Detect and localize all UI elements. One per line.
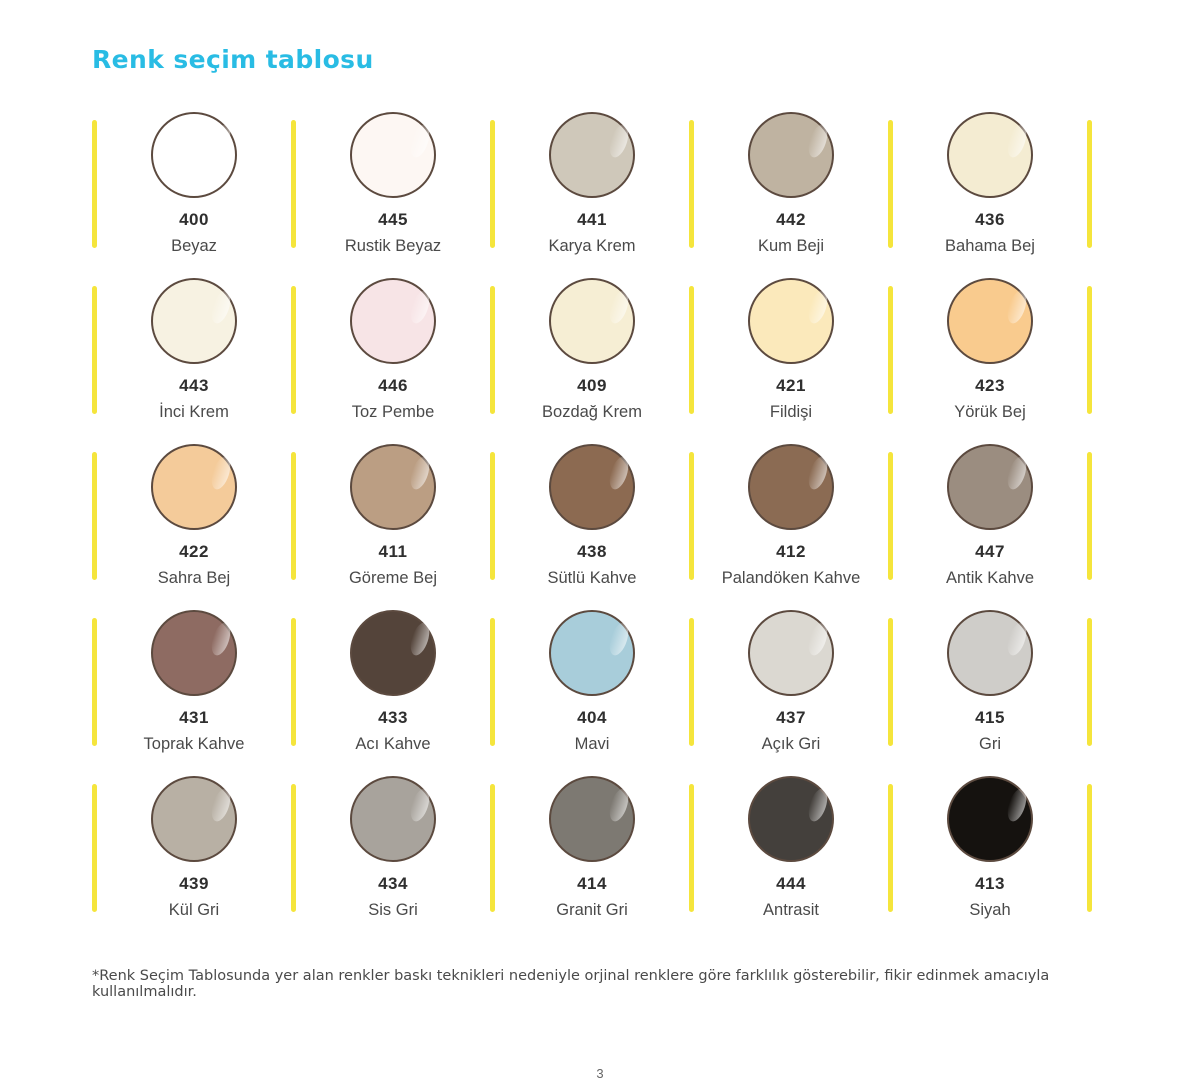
color-swatch[interactable] <box>549 610 635 696</box>
color-cell[interactable] <box>296 610 490 754</box>
color-code: 411 <box>378 542 408 561</box>
color-name: Sis Gri <box>368 901 418 919</box>
color-grid <box>92 112 1092 942</box>
color-row <box>92 776 1092 942</box>
color-cell[interactable] <box>694 444 888 588</box>
color-name: İnci Krem <box>159 403 229 421</box>
color-swatch[interactable] <box>748 444 834 530</box>
column-divider <box>1087 618 1092 746</box>
color-swatch[interactable] <box>549 112 635 198</box>
color-cell[interactable] <box>97 278 291 422</box>
color-row <box>92 610 1092 776</box>
color-cell[interactable] <box>296 776 490 920</box>
color-swatch[interactable] <box>549 278 635 364</box>
color-swatch[interactable] <box>748 278 834 364</box>
color-code: 444 <box>776 874 806 893</box>
color-name: Gri <box>979 735 1001 753</box>
column-divider <box>1087 452 1092 580</box>
color-cell[interactable] <box>694 278 888 422</box>
color-name: Palandöken Kahve <box>721 569 861 587</box>
color-swatch[interactable] <box>748 112 834 198</box>
color-code: 412 <box>776 542 806 561</box>
page-title: Renk seçim tablosu <box>92 45 374 74</box>
color-cell[interactable] <box>296 112 490 256</box>
color-cell[interactable] <box>694 776 888 920</box>
color-cell[interactable] <box>495 776 689 920</box>
color-swatch[interactable] <box>151 112 237 198</box>
color-name: Sahra Bej <box>157 569 231 587</box>
color-cell[interactable] <box>97 776 291 920</box>
color-name: Mavi <box>574 735 610 753</box>
color-cell[interactable] <box>893 444 1087 588</box>
color-swatch[interactable] <box>151 278 237 364</box>
color-code: 422 <box>179 542 209 561</box>
color-cell[interactable] <box>495 610 689 754</box>
color-cell[interactable] <box>97 112 291 256</box>
color-name: Beyaz <box>171 237 217 255</box>
color-swatch[interactable] <box>947 444 1033 530</box>
color-code: 404 <box>577 708 607 727</box>
color-cell[interactable] <box>495 278 689 422</box>
color-cell[interactable] <box>495 112 689 256</box>
color-code: 438 <box>577 542 607 561</box>
color-cell[interactable] <box>296 278 490 422</box>
color-code: 409 <box>577 376 607 395</box>
color-name: Bozdağ Krem <box>542 403 642 421</box>
color-name: Göreme Bej <box>348 569 438 587</box>
color-swatch[interactable] <box>947 776 1033 862</box>
color-cell[interactable] <box>893 278 1087 422</box>
color-swatch[interactable] <box>151 776 237 862</box>
color-name: Toz Pembe <box>351 403 435 421</box>
color-swatch[interactable] <box>549 444 635 530</box>
color-name: Antik Kahve <box>945 569 1035 587</box>
color-code: 433 <box>378 708 408 727</box>
color-swatch[interactable] <box>350 444 436 530</box>
color-cell[interactable] <box>893 776 1087 920</box>
color-swatch[interactable] <box>947 112 1033 198</box>
color-cell[interactable] <box>495 444 689 588</box>
color-code: 400 <box>179 210 209 229</box>
color-row <box>92 112 1092 278</box>
color-swatch[interactable] <box>748 776 834 862</box>
color-code: 446 <box>378 376 408 395</box>
color-cell[interactable] <box>694 610 888 754</box>
column-divider <box>1087 286 1092 414</box>
color-name: Acı Kahve <box>355 735 431 753</box>
color-code: 436 <box>975 210 1005 229</box>
color-swatch[interactable] <box>748 610 834 696</box>
color-swatch[interactable] <box>350 112 436 198</box>
color-code: 441 <box>577 210 607 229</box>
color-swatch[interactable] <box>549 776 635 862</box>
color-code: 421 <box>776 376 806 395</box>
color-code: 423 <box>975 376 1005 395</box>
color-code: 415 <box>975 708 1005 727</box>
color-name: Siyah <box>969 901 1011 919</box>
color-code: 445 <box>378 210 408 229</box>
color-row <box>92 278 1092 444</box>
color-swatch[interactable] <box>151 444 237 530</box>
color-cell[interactable] <box>694 112 888 256</box>
color-name: Fildişi <box>769 403 813 421</box>
color-name: Karya Krem <box>548 237 636 255</box>
color-swatch[interactable] <box>350 610 436 696</box>
color-cell[interactable] <box>893 112 1087 256</box>
color-name: Rustik Beyaz <box>344 237 442 255</box>
color-code: 413 <box>975 874 1005 893</box>
color-code: 443 <box>179 376 209 395</box>
column-divider <box>1087 120 1092 248</box>
color-name: Toprak Kahve <box>143 735 245 753</box>
color-cell[interactable] <box>893 610 1087 754</box>
color-name: Sütlü Kahve <box>547 569 637 587</box>
color-name: Kül Gri <box>168 901 220 919</box>
color-swatch[interactable] <box>151 610 237 696</box>
color-swatch[interactable] <box>947 610 1033 696</box>
color-code: 447 <box>975 542 1005 561</box>
color-swatch[interactable] <box>947 278 1033 364</box>
color-code: 434 <box>378 874 408 893</box>
page-number: 3 <box>596 1066 604 1081</box>
color-name: Granit Gri <box>556 901 628 919</box>
color-swatch[interactable] <box>350 776 436 862</box>
column-divider <box>1087 784 1092 912</box>
color-code: 414 <box>577 874 607 893</box>
color-name: Yörük Bej <box>954 403 1026 421</box>
footnote: *Renk Seçim Tablosunda yer alan renkler baskı teknikleri nedeniyle orjinal renklere göre farklılık gösterebilir, fikir edinmek amacıyla kullanılmalıdır. <box>92 968 1050 1000</box>
color-cell[interactable] <box>97 610 291 754</box>
color-cell[interactable] <box>296 444 490 588</box>
color-name: Antrasit <box>763 901 819 919</box>
color-code: 431 <box>179 708 209 727</box>
color-name: Açık Gri <box>761 735 821 753</box>
color-name: Kum Beji <box>757 237 825 255</box>
color-row <box>92 444 1092 610</box>
color-code: 442 <box>776 210 806 229</box>
color-code: 439 <box>179 874 209 893</box>
color-cell[interactable] <box>97 444 291 588</box>
color-code: 437 <box>776 708 806 727</box>
color-name: Bahama Bej <box>945 237 1035 255</box>
color-swatch[interactable] <box>350 278 436 364</box>
